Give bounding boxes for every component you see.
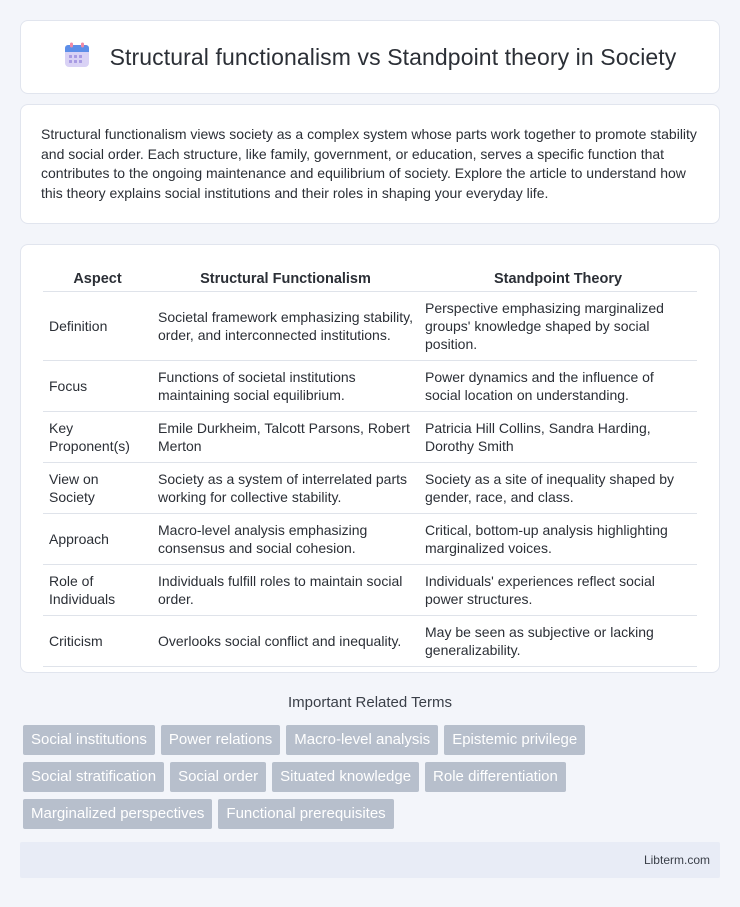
table-cell-standpoint: Critical, bottom-up analysis highlighting marginalized voices. xyxy=(419,514,697,565)
related-term-tag[interactable]: Epistemic privilege xyxy=(444,725,585,755)
related-term-tag[interactable]: Social order xyxy=(170,762,266,792)
intro-card xyxy=(20,104,720,224)
table-cell-structural: Overlooks social conflict and inequality. xyxy=(152,616,419,667)
table-row xyxy=(43,514,697,565)
table-cell-structural: Macro-level analysis emphasizing consensus and social cohesion. xyxy=(152,514,419,565)
related-term-tag[interactable]: Macro-level analysis xyxy=(286,725,438,755)
related-term-tag[interactable]: Role differentiation xyxy=(425,762,566,792)
table-cell-standpoint: Power dynamics and the influence of social location on understanding. xyxy=(419,361,697,412)
table-cell-structural: Emile Durkheim, Talcott Parsons, Robert Merton xyxy=(152,412,419,463)
table-cell-structural: Functions of societal institutions maintaining social equilibrium. xyxy=(152,361,419,412)
related-term-tag[interactable]: Functional prerequisites xyxy=(218,799,393,829)
page-title: Structural functionalism vs Standpoint theory in Society xyxy=(109,43,677,70)
related-terms-title: Important Related Terms xyxy=(288,694,452,711)
related-term-tag[interactable]: Situated knowledge xyxy=(272,762,419,792)
table-row xyxy=(43,361,697,412)
table-row xyxy=(43,616,697,667)
table-cell-standpoint: Perspective emphasizing marginalized groups' knowledge shaped by social position. xyxy=(419,292,697,361)
table-cell-aspect: Role of Individuals xyxy=(43,565,152,616)
table-row xyxy=(43,463,697,514)
footer-site[interactable]: Libterm.com xyxy=(643,853,710,867)
table-cell-aspect: Definition xyxy=(43,292,152,361)
table-cell-aspect: Focus xyxy=(43,361,152,412)
table-header-row xyxy=(43,265,697,292)
table-cell-standpoint: Society as a site of inequality shaped by gender, race, and class. xyxy=(419,463,697,514)
comparison-table xyxy=(43,265,697,667)
table-cell-aspect: Key Proponent(s) xyxy=(43,412,152,463)
calendar-icon xyxy=(64,42,90,73)
table-header-structural: Structural Functionalism xyxy=(152,265,419,292)
table-cell-aspect: Approach xyxy=(43,514,152,565)
intro-text: Structural functionalism views society as a complex system whose parts work together to promote stability and social order. Each structure, like family, government, or education, serves a specific function that contributes to the ongoing maintenance and equilibrium of society. Explore the article to understand how this theory explains social institutions and their roles in shaping your everyday life. xyxy=(41,126,697,201)
table-cell-standpoint: Individuals' experiences reflect social power structures. xyxy=(419,565,697,616)
table-cell-aspect: Criticism xyxy=(43,616,152,667)
header-card xyxy=(20,20,720,94)
table-cell-standpoint: Patricia Hill Collins, Sandra Harding, Dorothy Smith xyxy=(419,412,697,463)
comparison-table-card xyxy=(20,244,720,673)
table-cell-structural: Societal framework emphasizing stability, order, and interconnected institutions. xyxy=(152,292,419,361)
table-row xyxy=(43,412,697,463)
footer xyxy=(20,842,720,878)
related-terms-list xyxy=(23,725,723,829)
table-row xyxy=(43,565,697,616)
related-term-tag[interactable]: Social institutions xyxy=(23,725,155,755)
table-header-aspect: Aspect xyxy=(43,265,152,292)
table-row xyxy=(43,292,697,361)
table-header-standpoint: Standpoint Theory xyxy=(419,265,697,292)
related-term-tag[interactable]: Power relations xyxy=(161,725,280,755)
table-cell-standpoint: May be seen as subjective or lacking generalizability. xyxy=(419,616,697,667)
related-term-tag[interactable]: Social stratification xyxy=(23,762,164,792)
table-cell-structural: Society as a system of interrelated parts working for collective stability. xyxy=(152,463,419,514)
table-cell-aspect: View on Society xyxy=(43,463,152,514)
table-cell-structural: Individuals fulfill roles to maintain social order. xyxy=(152,565,419,616)
related-term-tag[interactable]: Marginalized perspectives xyxy=(23,799,212,829)
